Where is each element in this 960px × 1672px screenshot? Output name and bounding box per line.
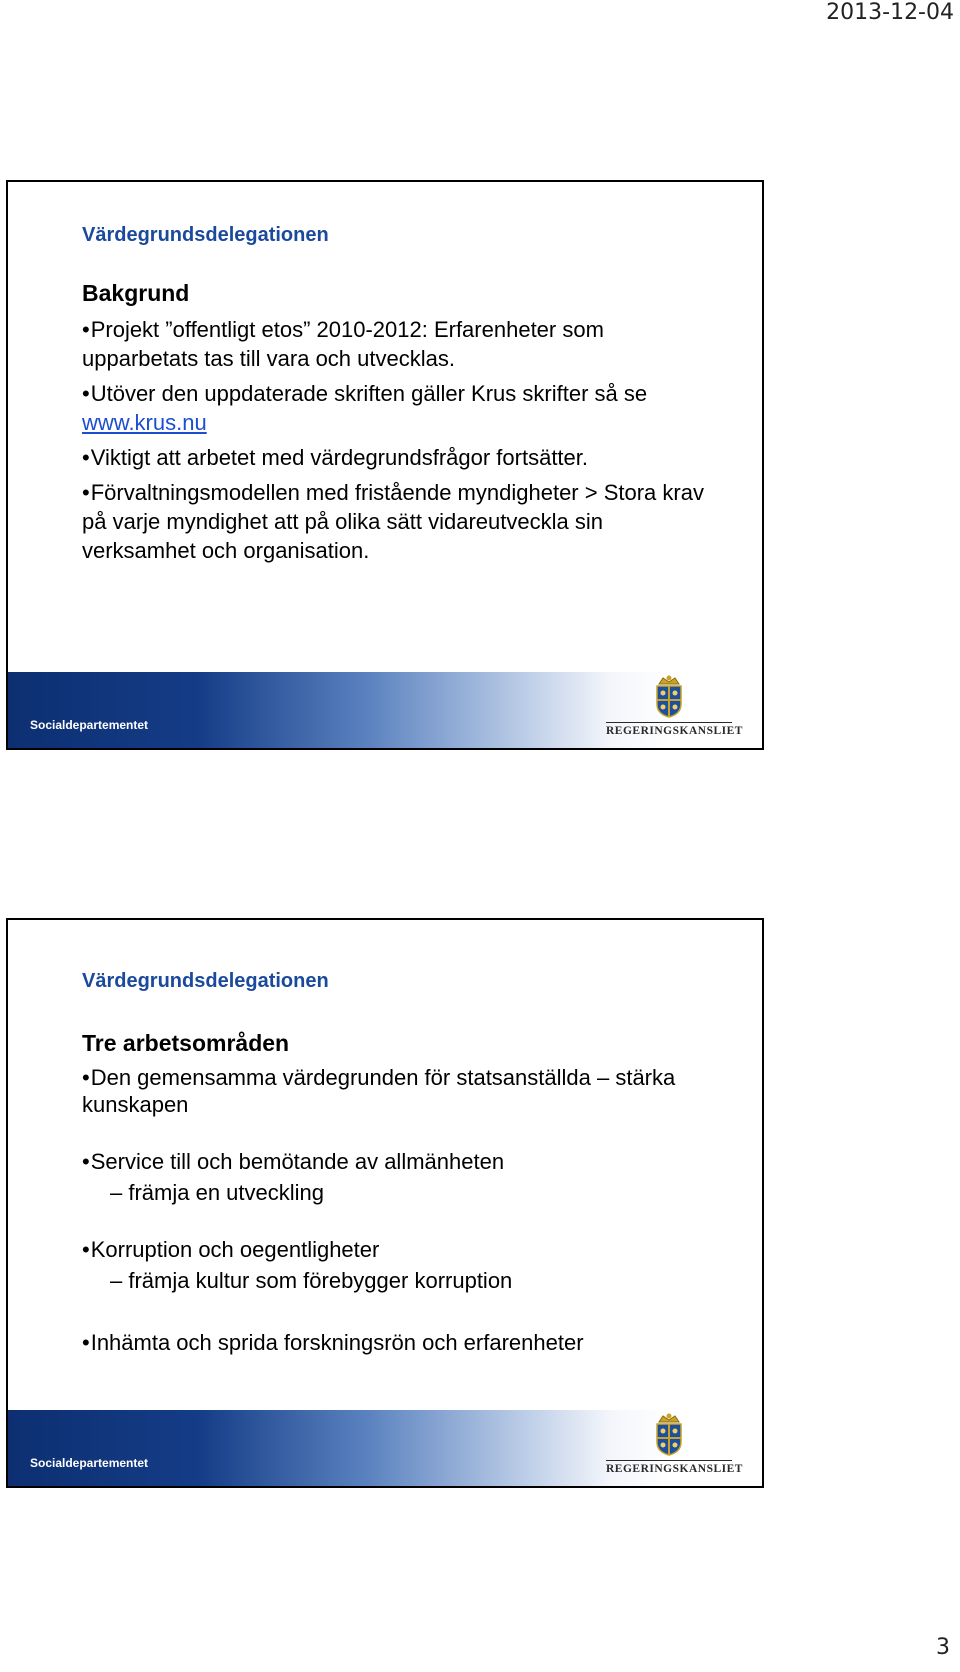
sub-bullet-item: – främja kultur som förebygger korruption [110, 1268, 513, 1293]
department-label: Socialdepartementet [30, 718, 149, 732]
regeringskansliet-logo [606, 674, 743, 740]
bullet-item: •Korruption och oegentligheter [82, 1237, 380, 1262]
bullet-item: •Förvaltningsmodellen med fristående myndigheter > Stora krav på varje myndighet att på olika sätt vidareutveckla sin verksamhet och organisation. [82, 480, 704, 563]
krus-link[interactable]: www.krus.nu [82, 410, 207, 435]
bullet-item: •Inhämta och sprida forskningsrön och erfarenheter [82, 1330, 584, 1355]
slide-header: Värdegrundsdelegationen [82, 224, 329, 246]
slide-title: Bakgrund [82, 280, 190, 306]
slide-2 [6, 918, 764, 1488]
sub-bullet-item: – främja en utveckling [110, 1180, 324, 1205]
bullet-item: •Utöver den uppdaterade skriften gäller Krus skrifter så se www.krus.nu [82, 381, 648, 435]
page-date: 2013-12-04 [826, 0, 954, 25]
bullet-item: •Projekt ”offentligt etos” 2010-2012: Erfarenheter som upparbetats tas till vara och utvecklas. [82, 317, 604, 371]
slide-footer [8, 1410, 762, 1486]
slide-footer [8, 672, 762, 748]
slide-title: Tre arbetsområden [82, 1030, 290, 1056]
bullet-item: •Den gemensamma värdegrunden för statsanställda – stärka kunskapen [82, 1065, 676, 1117]
crown-shield-icon [649, 674, 689, 718]
page-number: 3 [936, 1635, 950, 1660]
bullet-item: •Viktigt att arbetet med värdegrundsfrågor fortsätter. [82, 445, 589, 470]
slide-1 [6, 180, 764, 750]
slide-header: Värdegrundsdelegationen [82, 970, 329, 992]
bullet-item: •Service till och bemötande av allmänheten [82, 1149, 505, 1174]
crown-shield-icon [649, 1412, 689, 1456]
regeringskansliet-logo [606, 1412, 743, 1478]
department-label: Socialdepartementet [30, 1456, 149, 1470]
logo-text: REGERINGSKANSLIET [606, 1460, 732, 1475]
logo-text: REGERINGSKANSLIET [606, 722, 732, 737]
